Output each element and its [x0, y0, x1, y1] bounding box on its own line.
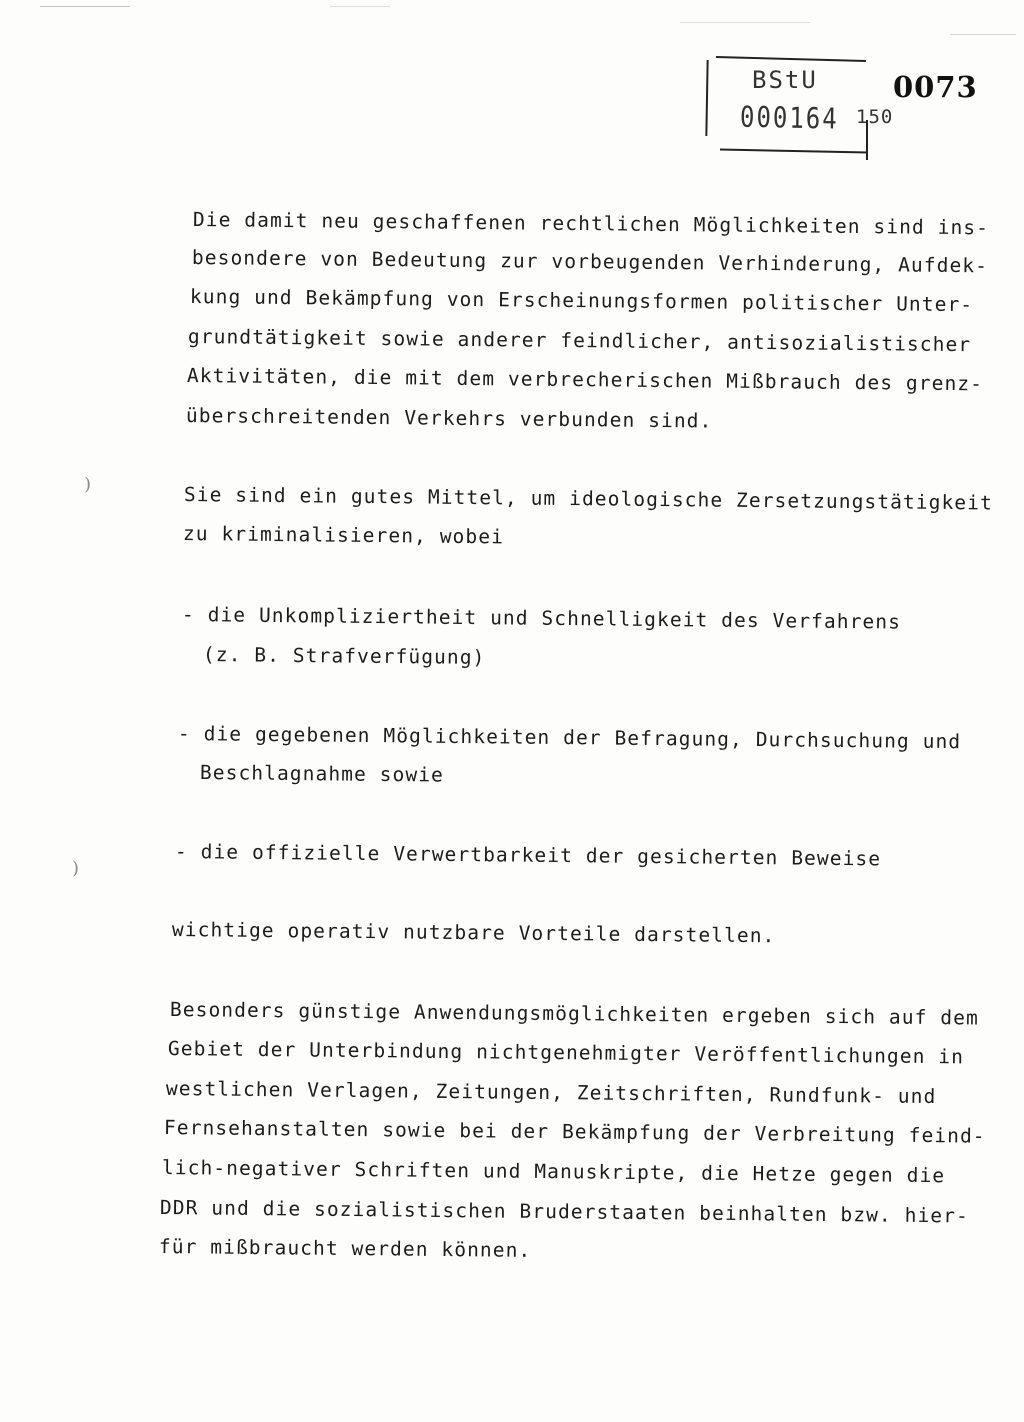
text-line: lich-negativer Schriften und Manuskripte, die Hetze gegen die	[161, 1156, 946, 1188]
text-line: (z. B. Strafverfügung)	[202, 643, 486, 669]
text-line: - die gegebenen Möglichkeiten der Befragung, Durchsuchung und	[177, 722, 962, 754]
text-line: DDR und die sozialistischen Bruderstaaten beinhalten bzw. hier-	[159, 1196, 969, 1228]
text-line: wichtige operativ nutzbare Vorteile darstellen.	[171, 918, 776, 948]
text-line: besondere von Bedeutung zur vorbeugenden Verhinderung, Aufdek-	[191, 246, 989, 278]
scan-edge-mark	[40, 6, 130, 7]
text-line: Gebiet der Unterbindung nichtgenehmigter Veröffentlichungen in	[167, 1037, 965, 1069]
text-line: - die Unkompliziertheit und Schnelligkeit des Verfahrens	[181, 603, 902, 634]
scan-edge-mark	[330, 6, 390, 7]
text-line: - die offizielle Verwertbarkeit der gesicherten Beweise	[174, 840, 882, 871]
margin-mark: )	[84, 474, 92, 495]
page-number: 150	[856, 106, 894, 128]
stamp-organization: BStU	[752, 66, 818, 94]
text-line: Fernsehanstalten sowie bei der Bekämpfung der Verbreitung feind-	[163, 1116, 986, 1148]
archive-number: 0073	[893, 70, 978, 104]
text-line: für mißbraucht werden können.	[158, 1235, 532, 1262]
text-line: westlichen Verlagen, Zeitungen, Zeitschriften, Rundfunk- und	[165, 1077, 937, 1109]
text-line: zu kriminalisieren, wobei	[182, 522, 505, 549]
stamp-number: 000164	[739, 100, 839, 136]
text-line: grundtätigkeit sowie anderer feindlicher, antisozialistischer	[187, 325, 972, 357]
text-line: Sie sind ein gutes Mittel, um ideologische Zersetzungstätigkeit	[183, 483, 993, 515]
scan-edge-mark	[950, 34, 1016, 35]
scan-edge-mark	[680, 22, 810, 23]
margin-mark: )	[72, 858, 80, 879]
text-line: Besonders günstige Anwendungsmöglichkeiten ergeben sich auf dem	[169, 998, 979, 1030]
text-line: Aktivitäten, die mit dem verbrecherischen Mißbrauch des grenz-	[186, 364, 984, 396]
text-line: Beschlagnahme sowie	[199, 761, 445, 787]
text-line: Die damit neu geschaffenen rechtlichen Möglichkeiten sind ins-	[192, 208, 990, 240]
text-line: überschreitenden Verkehrs verbunden sind.	[185, 404, 713, 433]
text-line: kung und Bekämpfung von Erscheinungsformen politischer Unter-	[189, 285, 974, 317]
